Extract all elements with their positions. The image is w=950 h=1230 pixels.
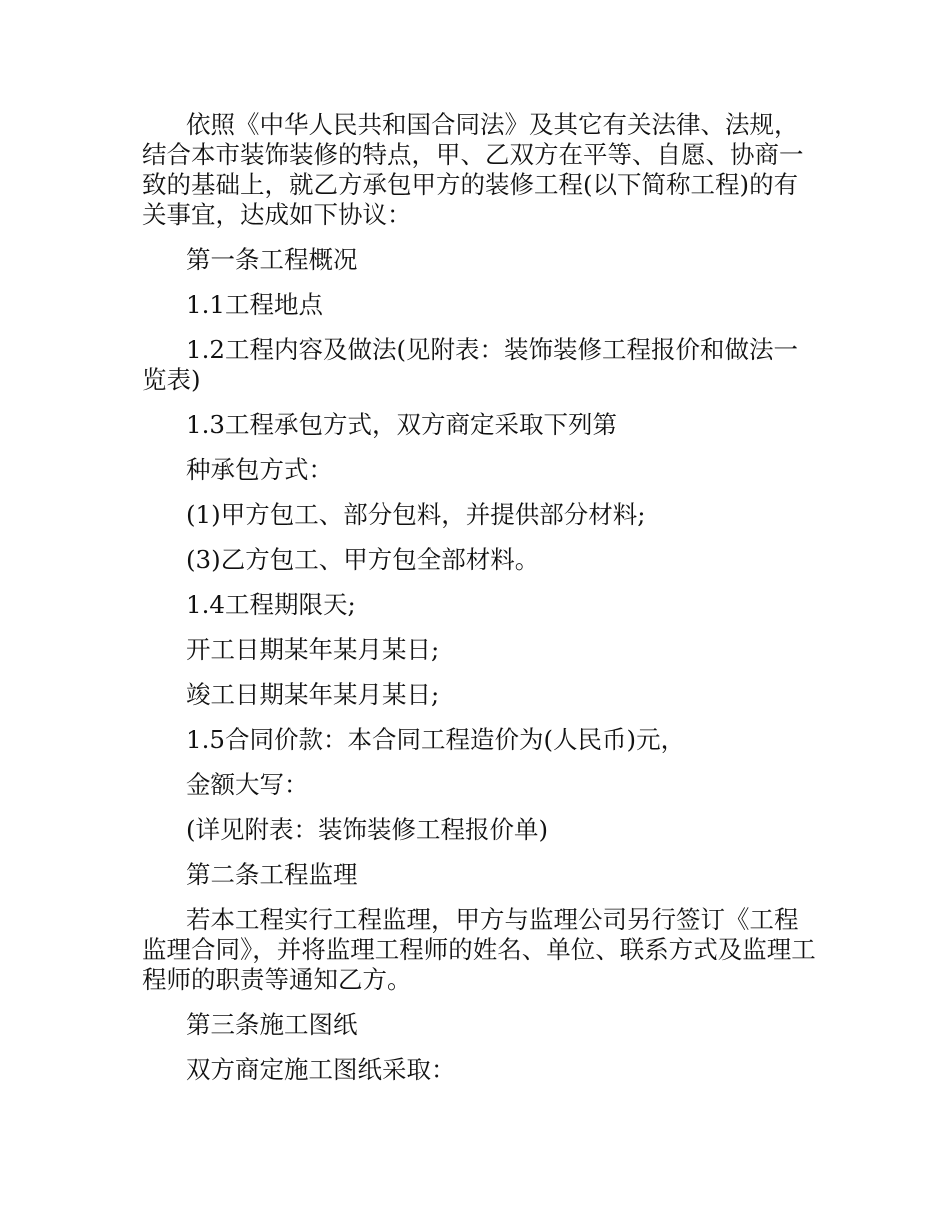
start-date: 开工日期某年某月某日; bbox=[186, 635, 440, 664]
clause-1-5: 1.5合同价款：本合同工程造价为(人民币)元， bbox=[186, 725, 686, 754]
article-2-body: 若本工程实行工程监理，甲方与监理公司另行签订《工程监理合同》，并将监理工程师的姓名、单位、联系方式及监理工程师的职责等通知乙方。 bbox=[142, 905, 816, 994]
article-1-heading: 第一条工程概况 bbox=[186, 245, 358, 274]
option-3: (3)乙方包工、甲方包全部材料。 bbox=[186, 545, 540, 574]
intro-paragraph: 依照《中华人民共和国合同法》及其它有关法律、法规，结合本市装饰装修的特点，甲、乙双方在平等、自愿、协商一致的基础上，就乙方承包甲方的装修工程(以下简称工程)的有关事宜，达成如下协议： bbox=[142, 110, 804, 229]
clause-1-2: 1.2工程内容及做法(见附表：装饰装修工程报价和做法一览表) bbox=[142, 335, 799, 394]
clause-1-1: 1.1工程地点 bbox=[186, 290, 323, 319]
article-3-heading: 第三条施工图纸 bbox=[186, 1010, 358, 1039]
clause-1-3: 1.3工程承包方式，双方商定采取下列第 bbox=[186, 410, 617, 439]
amount-in-words: 金额大写： bbox=[186, 770, 309, 799]
completion-date: 竣工日期某年某月某日; bbox=[186, 680, 440, 709]
clause-1-3-cont: 种承包方式： bbox=[186, 455, 333, 484]
article-2-heading: 第二条工程监理 bbox=[186, 860, 358, 889]
document-page bbox=[142, 110, 818, 1100]
option-1: (1)甲方包工、部分包料，并提供部分材料; bbox=[186, 500, 646, 529]
article-3-body: 双方商定施工图纸采取： bbox=[186, 1055, 456, 1084]
quote-reference: (详见附表：装饰装修工程报价单) bbox=[186, 815, 549, 844]
clause-1-4: 1.4工程期限天; bbox=[186, 590, 356, 619]
